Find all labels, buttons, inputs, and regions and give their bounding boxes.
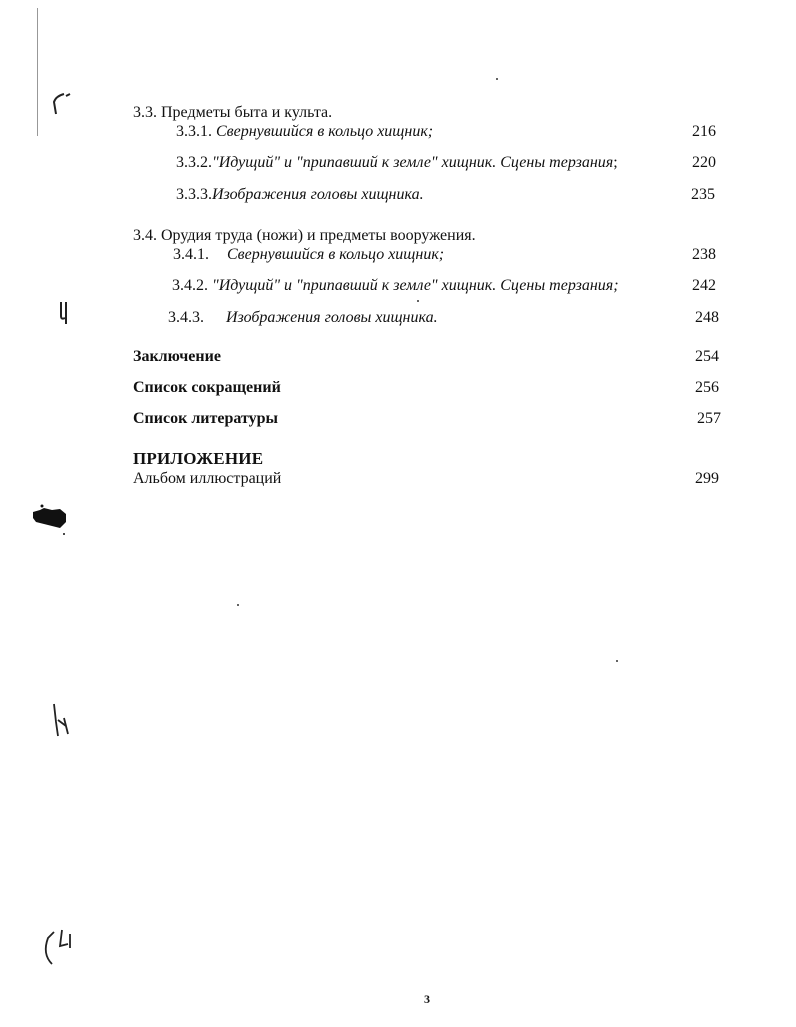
- page-number: 3: [424, 992, 430, 1006]
- toc-entry-3-4-1[interactable]: [173, 245, 444, 265]
- scan-margin-line: [37, 8, 38, 136]
- toc-entry-page: 248: [695, 309, 719, 326]
- toc-entry-page: 220: [692, 154, 716, 171]
- scan-mark-top: [46, 90, 76, 118]
- toc-album[interactable]: Альбом иллюстраций: [133, 470, 282, 487]
- toc-entry-title: "Идущий" и "припавший к земле" хищник. Сцены терзания;: [212, 277, 619, 294]
- toc-literature-page: 257: [697, 410, 721, 427]
- scan-mark-bottom: [40, 924, 80, 968]
- scan-mark-mid: [56, 300, 72, 326]
- toc-album-page: 299: [695, 470, 719, 487]
- toc-entry-number: 3.3.1.: [176, 123, 212, 140]
- toc-entry-number: 3.3.3.: [176, 186, 212, 203]
- toc-entry-3-3-2[interactable]: [176, 153, 618, 173]
- toc-entry-number: 3.3.2.: [176, 154, 212, 171]
- toc-entry-title: Изображения головы хищника.: [212, 186, 424, 203]
- toc-entry-3-4-2[interactable]: [172, 276, 619, 296]
- toc-entry-3-3-3[interactable]: [176, 185, 424, 205]
- scan-speck: [237, 604, 239, 606]
- toc-conclusion[interactable]: Заключение: [133, 348, 221, 365]
- scan-speck: [616, 660, 618, 662]
- scan-mark-lower: [50, 702, 74, 738]
- toc-entry-3-4-3[interactable]: [168, 308, 438, 328]
- toc-literature[interactable]: Список литературы: [133, 410, 278, 427]
- toc-entry-number: 3.4.3.: [168, 309, 204, 326]
- scan-speck: [496, 78, 498, 80]
- toc-entry-title: "Идущий" и "припавший к земле" хищник. Сцены терзания: [212, 154, 614, 171]
- toc-entry-title: Свернувшийся в кольцо хищник;: [216, 123, 434, 140]
- toc-abbreviations-page: 256: [695, 379, 719, 396]
- toc-abbreviations[interactable]: Список сокращений: [133, 379, 281, 396]
- toc-conclusion-page: 254: [695, 348, 719, 365]
- scan-blot: [30, 500, 72, 540]
- toc-entry-title: Свернувшийся в кольцо хищник;: [227, 246, 445, 263]
- scan-speck: [417, 300, 419, 302]
- toc-entry-number: 3.4.2.: [172, 277, 208, 294]
- toc-entry-page: 216: [692, 123, 716, 140]
- toc-entry-3-3-1[interactable]: [176, 122, 433, 142]
- toc-entry-tail: ;: [613, 154, 618, 171]
- toc-entry-number: 3.4.1.: [173, 246, 209, 263]
- toc-entry-page: 238: [692, 246, 716, 263]
- section-3-3-title: 3.3. Предметы быта и культа.: [133, 104, 333, 121]
- section-3-4-title: 3.4. Орудия труда (ножи) и предметы вооружения.: [133, 227, 476, 244]
- toc-entry-page: 235: [691, 186, 715, 203]
- toc-appendix-title: ПРИЛОЖЕНИЕ: [133, 449, 264, 468]
- toc-entry-title: Изображения головы хищника.: [226, 309, 438, 326]
- toc-entry-page: 242: [692, 277, 716, 294]
